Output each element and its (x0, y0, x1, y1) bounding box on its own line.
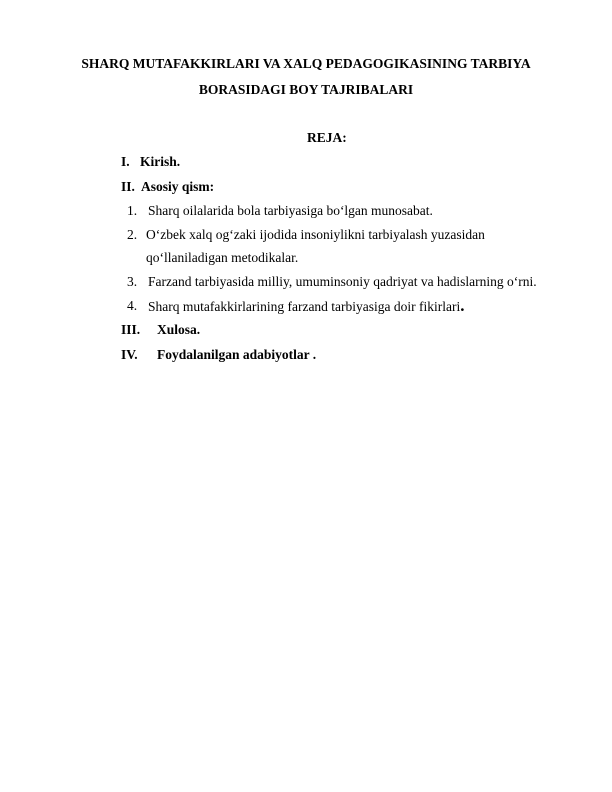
subitem-text-4: Sharq mutafakkirlarining farzand tarbiyasiga doir fikirlari (148, 299, 461, 314)
subitem-text-1: Sharq oilalarida bola tarbiyasiga bo‘lgan munosabat. (148, 203, 433, 218)
subitem-num-4: 4. (127, 298, 138, 313)
outline-text-1: Kirish. (140, 154, 181, 169)
outline-text-2: Asosiy qism: (141, 179, 215, 194)
outline-num-3: III. (121, 322, 141, 337)
outline-text-4: Foydalanilgan adabiyotlar . (157, 347, 317, 362)
outline-text-3: Xulosa. (157, 322, 201, 337)
subitem-text-2-continuation: qo‘llaniladigan metodikalar. (146, 250, 299, 265)
title-line-1: SHARQ MUTAFAKKIRLARI VA XALQ PEDAGOGIKASINING TARBIYA (81, 56, 531, 71)
outline-num-1: I. (121, 154, 130, 169)
plan-heading: REJA: (307, 130, 347, 145)
subitem-text-4-period: . (460, 296, 465, 315)
title-line-2: BORASIDAGI BOY TAJRIBALARI (198, 82, 414, 97)
subitem-line-4 (148, 298, 465, 315)
subitem-num-2: 2. (127, 227, 138, 242)
subitem-num-3: 3. (127, 274, 138, 289)
outline-num-2: II. (121, 179, 135, 194)
subitem-text-2: O‘zbek xalq og‘zaki ijodida insoniylikni tarbiyalash yuzasidan (146, 227, 485, 242)
subitem-num-1: 1. (127, 203, 138, 218)
outline-num-4: IV. (121, 347, 138, 362)
subitem-text-3: Farzand tarbiyasida milliy, umuminsoniy qadriyat va hadislarning o‘rni. (148, 274, 537, 289)
